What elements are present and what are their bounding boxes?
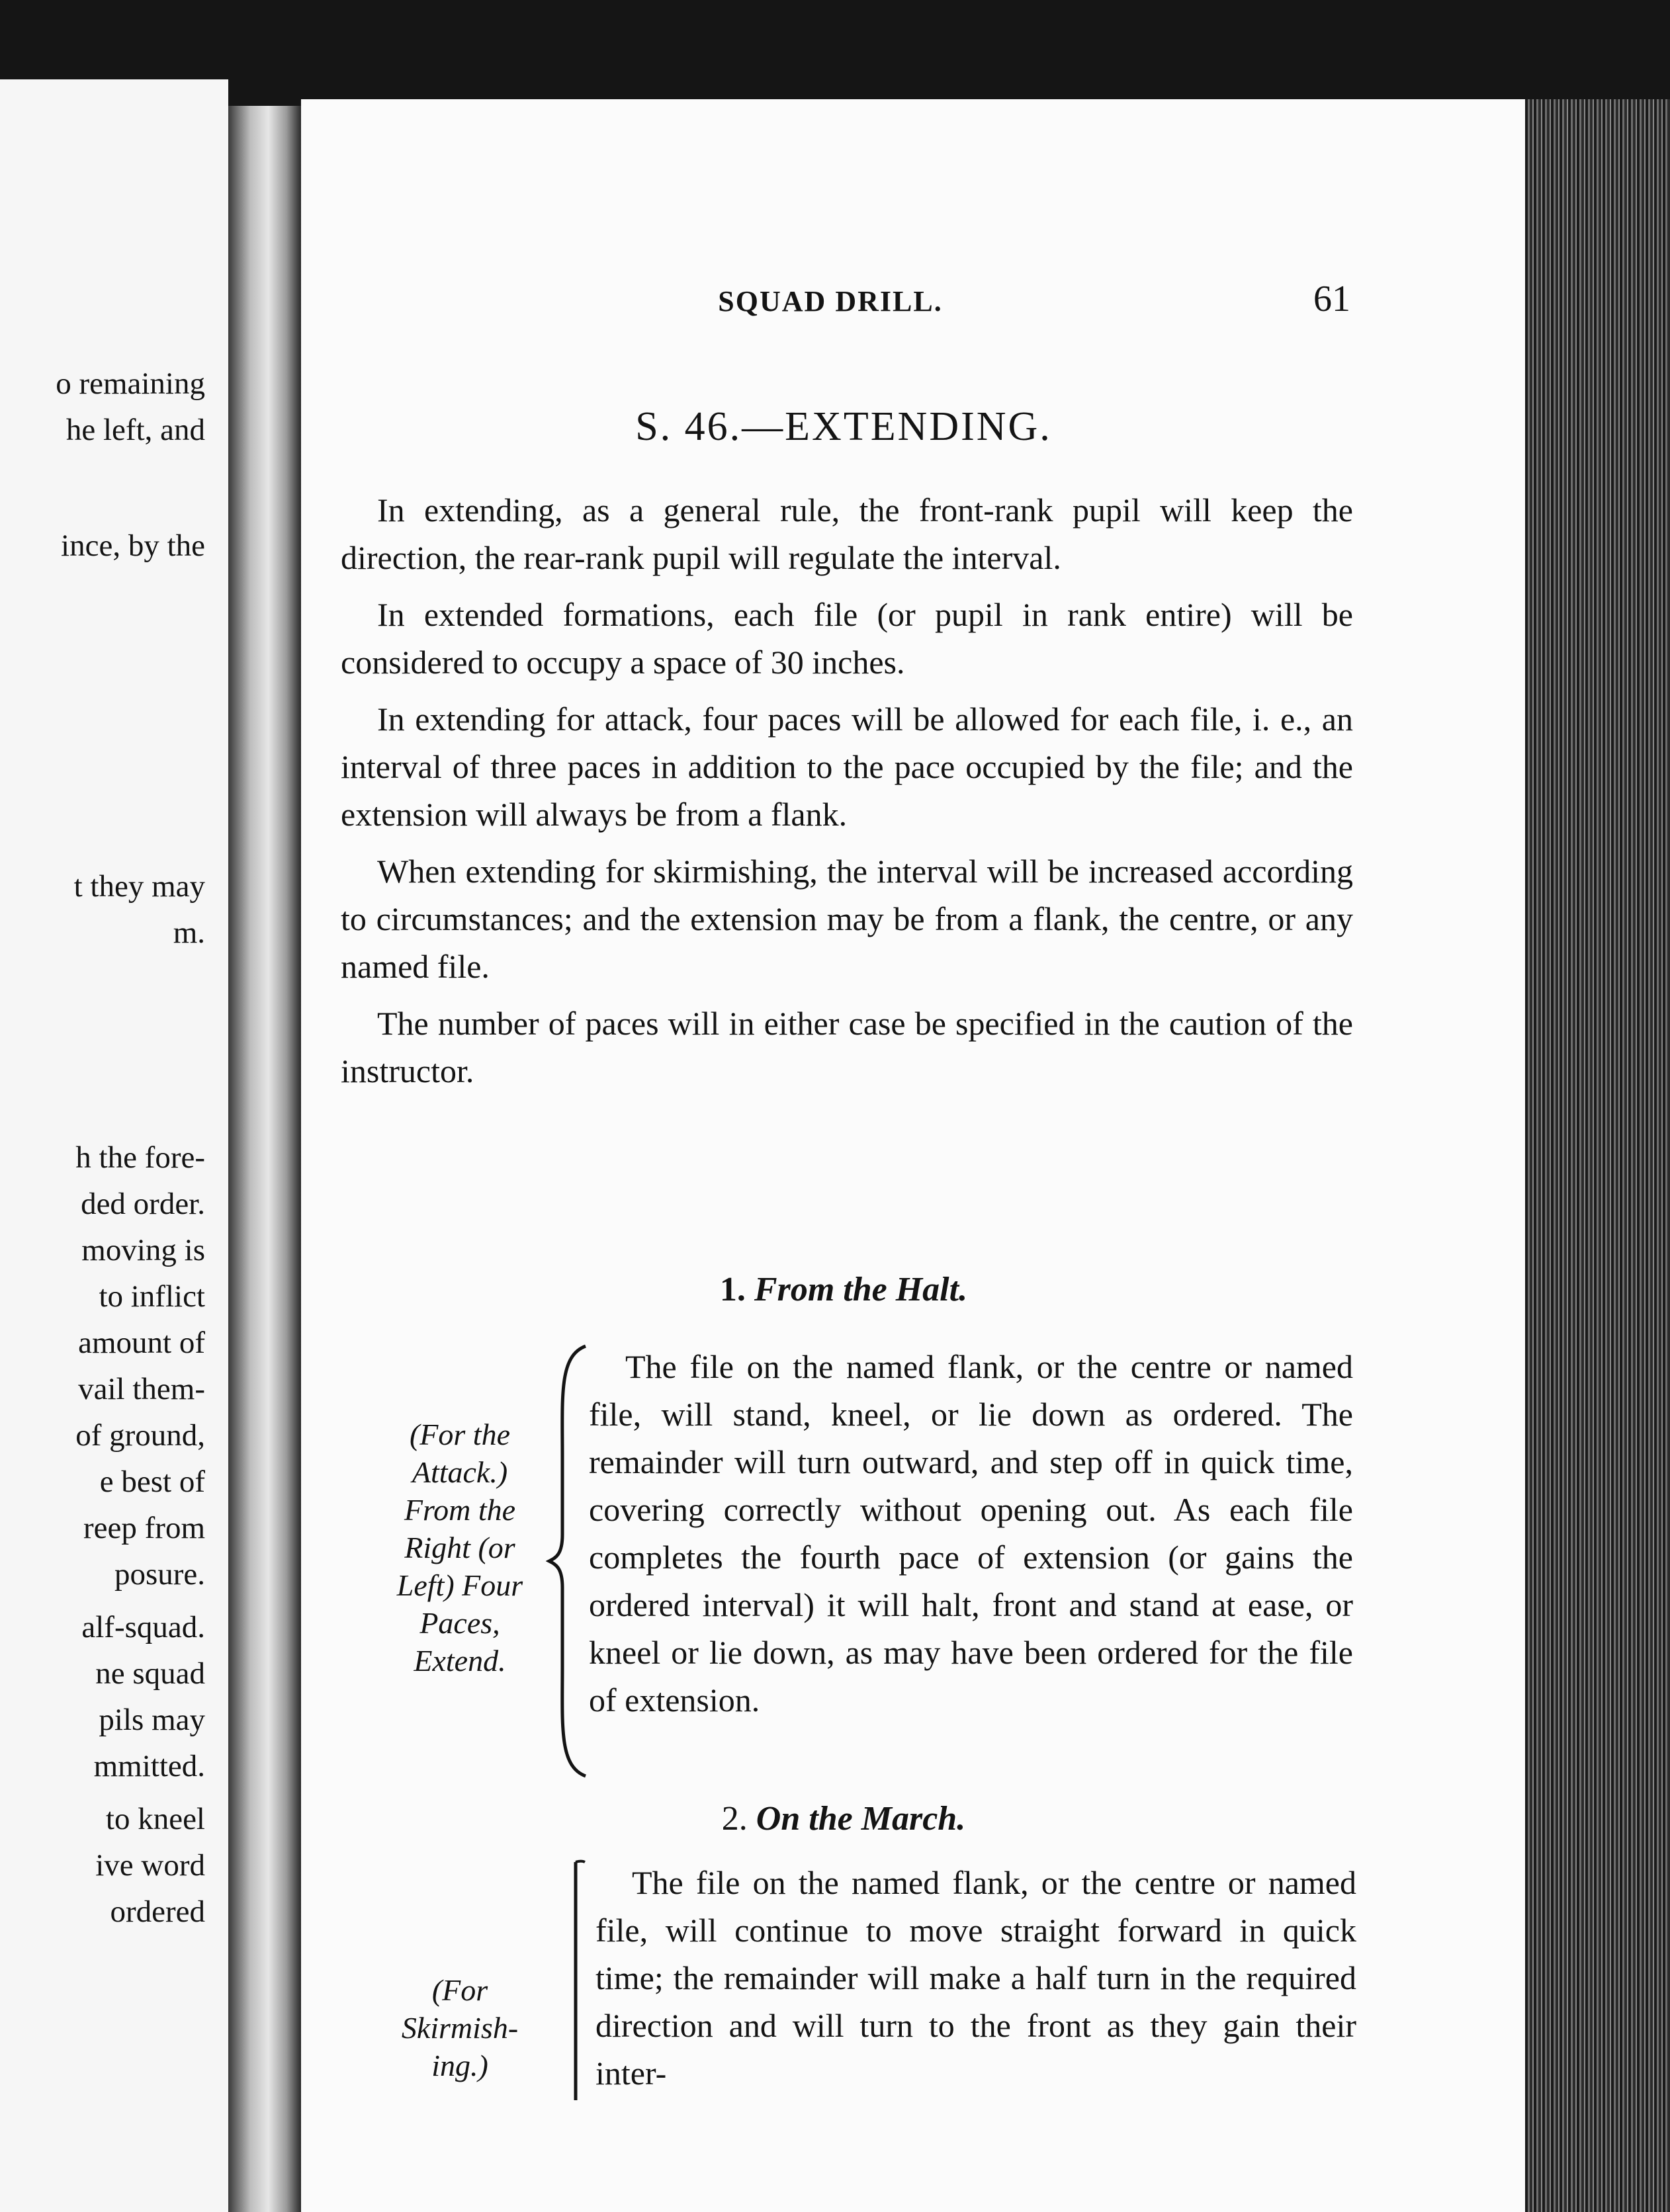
left-page-line: posure.: [114, 1557, 205, 1592]
left-page-line: to inflict: [99, 1279, 205, 1314]
subsection-title: On the March.: [756, 1800, 966, 1838]
paragraph: In extending, as a general rule, the front-rank pupil will keep the direction, the rear-rank pupil will regulate the interval.: [341, 491, 1353, 576]
section-body: [341, 486, 1353, 1104]
left-page-text: [0, 79, 228, 2212]
left-page-line: o remaining: [56, 366, 205, 401]
brace-line-icon: [562, 1859, 589, 2104]
left-page-line: t they may: [73, 869, 205, 904]
paragraph: The number of paces will in either case be specified in the caution of the instructor.: [341, 1005, 1353, 1089]
page-edges: [1525, 99, 1670, 2212]
subsection-2-body: The file on the named flank, or the centre or named file, will continue to move straight forward in quick time; the remainder will make a half turn in the required direction and will turn to the front as they gain their inter-: [595, 1864, 1356, 2092]
left-page-line: h the fore-: [75, 1140, 205, 1175]
margin-note-line: Paces,: [419, 1606, 500, 1640]
margin-note-line: (For: [431, 1973, 488, 2007]
paragraph: In extending for attack, four paces will be allowed for each file, i. e., an interval of three paces in addition to the pace occupied by the file; and the extension will always be from a flank.: [341, 701, 1353, 833]
margin-note-line: From the: [404, 1493, 516, 1527]
subsection-heading-2: [301, 1799, 1386, 1838]
subsection-2-text: [595, 1859, 1356, 2097]
left-page-line: ordered: [110, 1894, 205, 1929]
left-page-line: ive word: [95, 1848, 205, 1883]
left-page-line: m.: [173, 915, 205, 950]
left-page-line: ince, by the: [61, 529, 205, 563]
margin-note-skirmishing: [374, 1971, 546, 2084]
left-page-line: moving is: [81, 1233, 205, 1267]
left-page-line: of ground,: [75, 1418, 205, 1453]
left-page-line: vail them-: [78, 1372, 205, 1406]
subsection-1-body: The file on the named flank, or the centre or named file, will stand, kneel, or lie down as ordered. The remainder will turn outward, and step off in quick time, covering correctly without opening out. As each file completes the fourth pace of extension (or gains the ordered interval) it will halt, front and stand at ease, or kneel or lie down, as may have been ordered for the file of extension.: [589, 1348, 1353, 1719]
running-head: SQUAD DRILL.: [718, 285, 943, 318]
subsection-number: 1.: [719, 1271, 746, 1308]
left-page-line: mmitted.: [93, 1749, 205, 1783]
margin-note-line: Extend.: [414, 1644, 506, 1678]
left-page-line: amount of: [78, 1326, 205, 1360]
margin-note-line: ing.): [431, 2049, 488, 2082]
margin-note-line: Skirmish-: [401, 2011, 519, 2045]
subsection-heading-1: [301, 1270, 1386, 1309]
margin-note-line: (For the: [409, 1418, 510, 1451]
margin-note-attack: [361, 1416, 559, 1680]
left-page-line: ne squad: [95, 1656, 205, 1691]
right-page: [301, 99, 1525, 2212]
left-page-line: pils may: [99, 1703, 205, 1737]
margin-note-line: Left) Four: [396, 1568, 523, 1602]
curly-brace-icon: [546, 1343, 592, 1779]
section-title: S. 46.—EXTENDING.: [635, 404, 1052, 449]
left-page-line: reep from: [83, 1511, 205, 1545]
left-page-line: he left, and: [66, 413, 205, 447]
left-page-line: alf-squad.: [81, 1610, 205, 1644]
paragraph: When extending for skirmishing, the interval will be increased according to circumstances; and the extension may be from a flank, the centre, or any named file.: [341, 853, 1353, 985]
left-page-line: ded order.: [81, 1187, 205, 1221]
paragraph: In extended formations, each file (or pupil in rank entire) will be considered to occupy a space of 30 inches.: [341, 596, 1353, 681]
margin-note-line: Attack.): [412, 1455, 508, 1489]
book-gutter: [228, 106, 301, 2212]
page-number: 61: [1313, 278, 1350, 319]
subsection-1-text: [589, 1343, 1353, 1724]
left-page-line: e best of: [99, 1465, 205, 1499]
subsection-number: 2.: [721, 1800, 748, 1838]
subsection-title: From the Halt.: [754, 1271, 968, 1308]
left-page-line: to kneel: [105, 1802, 205, 1836]
left-page: [0, 79, 228, 2212]
margin-note-line: Right (or: [404, 1531, 515, 1564]
